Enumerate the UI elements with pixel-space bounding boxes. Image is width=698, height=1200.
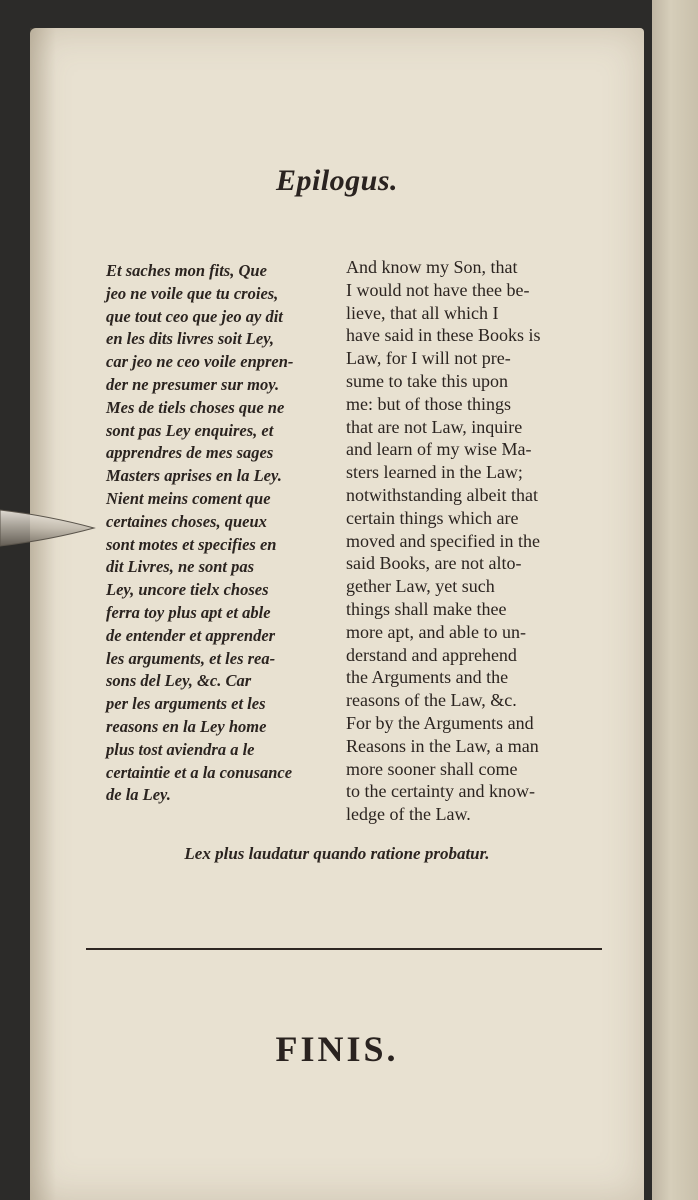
- french-text-line: Masters aprises en la Ley.: [106, 466, 282, 486]
- english-text-line: moved and specified in the: [346, 530, 540, 551]
- french-text-line: sont pas Ley enquires, et: [106, 420, 274, 440]
- facing-page-edge: [652, 0, 698, 1200]
- french-text-line: de entender et apprender: [106, 625, 276, 645]
- english-text-line: me: but of those things: [346, 393, 511, 414]
- french-text-line: Mes de tiels choses que ne: [106, 397, 285, 417]
- french-text-line: dit Livres, ne sont pas: [106, 557, 255, 577]
- french-text-line: sont motes et specifies en: [106, 534, 277, 554]
- french-paragraph: [78, 260, 326, 807]
- english-paragraph: [318, 256, 576, 826]
- latin-maxim: Lex plus laudatur quando ratione probatur.: [184, 844, 490, 863]
- english-text-line: that are not Law, inquire: [346, 416, 523, 437]
- french-text-line: reasons en la Ley home: [106, 716, 267, 736]
- french-text-line: der ne presumer sur moy.: [106, 374, 280, 394]
- french-text-line: ferra toy plus apt et able: [106, 602, 271, 622]
- english-text-line: things shall make thee: [346, 598, 507, 619]
- page-title: Epilogus.: [275, 164, 399, 197]
- french-text-line: car jeo ne ceo voile enpren-: [106, 352, 294, 372]
- english-text-line: lieve, that all which I: [346, 302, 499, 323]
- english-text-line: notwithstanding albeit that: [346, 484, 538, 505]
- english-text-line: sume to take this upon: [346, 370, 508, 391]
- french-text-line: Ley, uncore tielx choses: [106, 580, 269, 600]
- english-text-line: the Arguments and the: [346, 667, 509, 688]
- english-text-line: Law, for I will not pre-: [346, 348, 511, 369]
- french-text-line: que tout ceo que jeo ay dit: [106, 306, 283, 326]
- french-text-line: certaines choses, queux: [106, 511, 267, 531]
- english-text-line: have said in these Books is: [346, 325, 541, 346]
- french-text-line: sons del Ley, &c. Car: [106, 671, 252, 691]
- english-text-line: said Books, are not alto-: [346, 553, 522, 574]
- english-text-line: sters learned in the Law;: [346, 462, 523, 483]
- english-column: [318, 256, 576, 826]
- french-column: [78, 260, 326, 807]
- english-text-line: gether Law, yet such: [346, 576, 495, 597]
- french-text-line: certaintie et a la conusance: [106, 762, 293, 782]
- french-text-line: per les arguments et les: [106, 694, 266, 714]
- french-text-line: Et saches mon fits, Que: [106, 261, 267, 280]
- english-text-line: derstand and apprehend: [346, 644, 517, 665]
- page-holder-clip-icon: [0, 506, 96, 548]
- english-text-line: reasons of the Law, &c.: [346, 690, 517, 711]
- english-text-line: more sooner shall come: [346, 758, 518, 779]
- english-text-line: I would not have thee be-: [346, 279, 530, 300]
- english-text-line: to the certainty and know-: [346, 781, 535, 802]
- english-text-line: more apt, and able to un-: [346, 621, 526, 642]
- french-text-line: les arguments, et les rea-: [106, 648, 276, 668]
- french-text-line: apprendres de mes sages: [106, 443, 274, 463]
- finis-text: FINIS.: [275, 1029, 399, 1069]
- french-text-line: plus tost aviendra a le: [106, 739, 255, 759]
- french-text-line: de la Ley.: [106, 785, 171, 805]
- english-text-line: Reasons in the Law, a man: [346, 735, 539, 756]
- english-text-line: And know my Son, that: [346, 257, 518, 277]
- english-text-line: and learn of my wise Ma-: [346, 439, 532, 460]
- french-text-line: Nient meins coment que: [106, 488, 271, 508]
- english-text-line: certain things which are: [346, 507, 519, 528]
- book-page: [30, 28, 644, 1200]
- horizontal-rule: [86, 948, 602, 950]
- english-text-line: ledge of the Law.: [346, 804, 471, 825]
- french-text-line: jeo ne voile que tu croies,: [106, 283, 279, 303]
- french-text-line: en les dits livres soit Ley,: [106, 329, 275, 349]
- english-text-line: For by the Arguments and: [346, 712, 534, 733]
